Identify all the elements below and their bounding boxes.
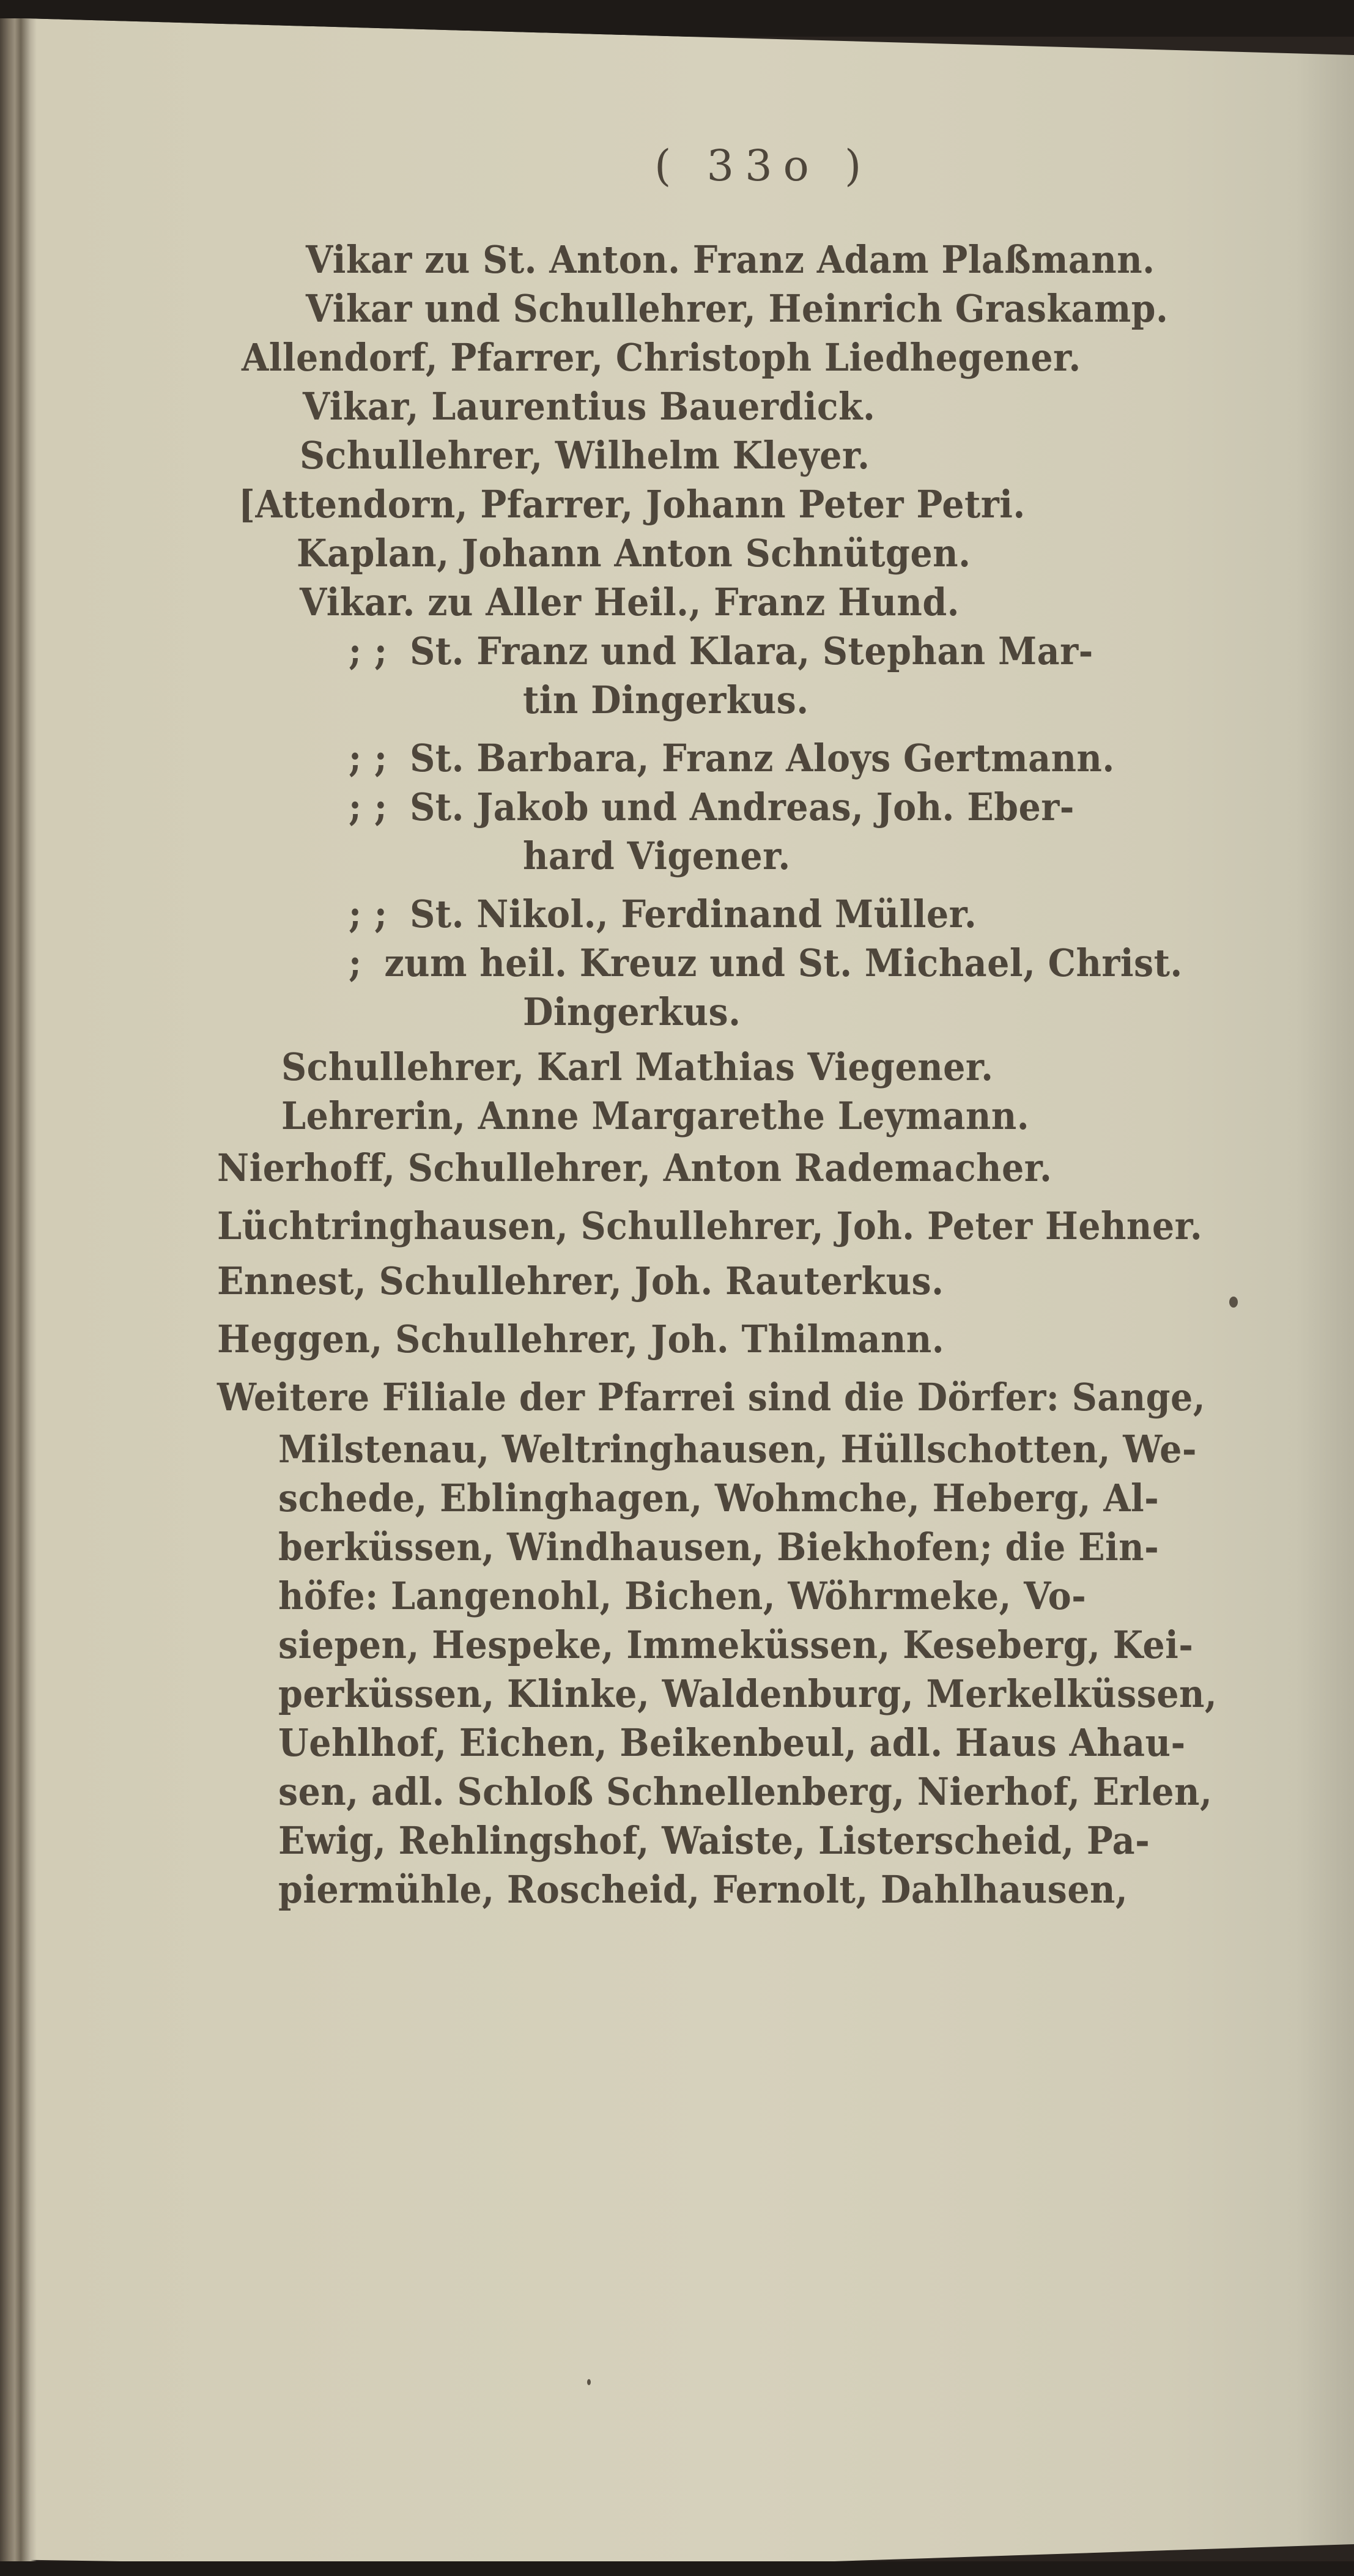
line-text: Vikar. zu Aller Heil., Franz Hund. <box>300 580 960 624</box>
text-line <box>278 1816 1150 1865</box>
text-line <box>217 1315 944 1364</box>
line-text: Allendorf, Pfarrer, Christoph Liedhegener. <box>242 335 1081 380</box>
line-text: Lüchtringhausen, Schullehrer, Joh. Peter Hehner. <box>217 1204 1203 1248</box>
line-text: Milstenau, Weltringhausen, Hüllschotten, We- <box>278 1427 1197 1471</box>
line-text: Heggen, Schullehrer, Joh. Thilmann. <box>217 1317 945 1361</box>
line-text: [Attendorn, Pfarrer, Johann Peter Petri. <box>239 482 1026 527</box>
text-line <box>217 1202 1202 1251</box>
text-line <box>278 1865 1128 1914</box>
line-text: piermühle, Roscheid, Fernolt, Dahlhausen, <box>278 1867 1128 1912</box>
line-text: schede, Eblinghagen, Wohmche, Heberg, Al- <box>278 1476 1160 1520</box>
ink-speck <box>587 2379 591 2385</box>
text-line <box>217 1144 1052 1193</box>
text-line <box>297 529 971 578</box>
text-line <box>306 284 1168 333</box>
line-text: höfe: Langenohl, Bichen, Wöhrmeke, Vo- <box>278 1574 1087 1618</box>
bottom-shadow <box>0 2561 1354 2576</box>
text-line <box>242 333 1081 382</box>
text-line <box>278 1767 1212 1816</box>
ditto-marks: ; ; <box>349 736 388 780</box>
line-text: perküssen, Klinke, Waldenburg, Merkelküssen, <box>278 1671 1218 1716</box>
line-text: Dingerkus. <box>523 990 741 1034</box>
text-line <box>349 627 1093 676</box>
text-line <box>239 480 1026 529</box>
ditto-marks: ; <box>349 941 362 985</box>
text-line <box>278 1425 1197 1474</box>
line-text: Vikar zu St. Anton. Franz Adam Plaßmann. <box>306 237 1155 282</box>
line-text: Vikar, Laurentius Bauerdick. <box>303 384 876 429</box>
line-text: berküssen, Windhausen, Biekhofen; die Ein- <box>278 1525 1160 1569</box>
text-line <box>523 676 809 725</box>
text-line <box>278 1474 1159 1523</box>
book-binding-edge <box>0 0 37 2576</box>
line-text: Lehrerin, Anne Margarethe Leymann. <box>281 1094 1030 1138</box>
line-text: Ennest, Schullehrer, Joh. Rauterkus. <box>217 1259 944 1303</box>
page-number: ( 33o ) <box>654 141 873 191</box>
text-line <box>300 578 960 627</box>
line-text: St. Nikol., Ferdinand Müller. <box>410 892 977 936</box>
line-text: St. Franz und Klara, Stephan Mar- <box>410 629 1093 673</box>
text-line <box>217 1257 944 1306</box>
text-line <box>281 1092 1029 1141</box>
text-line <box>278 1621 1193 1670</box>
line-text: Weitere Filiale der Pfarrei sind die Dörfer: Sange, <box>217 1375 1206 1419</box>
text-line <box>278 1523 1159 1572</box>
text-line <box>523 988 741 1037</box>
ink-speck <box>1229 1297 1238 1308</box>
text-line <box>217 1373 1205 1422</box>
line-text: Ewig, Rehlingshof, Waiste, Listerscheid, Pa- <box>278 1818 1150 1863</box>
line-text: St. Jakob und Andreas, Joh. Eber- <box>410 785 1075 829</box>
ditto-marks: ; ; <box>349 892 388 936</box>
ditto-marks: ; ; <box>349 785 388 829</box>
text-line <box>349 939 1183 988</box>
text-line <box>278 1572 1086 1621</box>
line-text: Nierhoff, Schullehrer, Anton Rademacher. <box>217 1146 1052 1190</box>
line-text: Vikar und Schullehrer, Heinrich Graskamp. <box>306 286 1169 331</box>
text-line <box>278 1670 1217 1719</box>
line-text: Schullehrer, Wilhelm Kleyer. <box>300 433 870 478</box>
line-text: siepen, Hespeke, Immeküssen, Keseberg, Kei- <box>278 1623 1194 1667</box>
line-text: Uehlhof, Eichen, Beikenbeul, adl. Haus Ahau- <box>278 1720 1186 1765</box>
line-text: Schullehrer, Karl Mathias Viegener. <box>281 1045 994 1089</box>
line-text: tin Dingerkus. <box>523 678 809 722</box>
text-line <box>523 832 791 881</box>
ditto-marks: ; ; <box>349 629 388 673</box>
text-line <box>349 890 977 939</box>
line-text: zum heil. Kreuz und St. Michael, Christ. <box>384 941 1183 985</box>
line-text: sen, adl. Schloß Schnellenberg, Nierhof, Erlen, <box>278 1769 1213 1814</box>
line-text: hard Vigener. <box>523 834 791 878</box>
text-line <box>349 734 1115 783</box>
text-line <box>281 1043 993 1092</box>
line-text: Kaplan, Johann Anton Schnütgen. <box>297 531 971 576</box>
text-line <box>300 431 870 480</box>
text-line <box>278 1719 1186 1767</box>
text-line <box>306 235 1155 284</box>
text-line <box>303 382 875 431</box>
text-line <box>349 783 1075 832</box>
line-text: St. Barbara, Franz Aloys Gertmann. <box>410 736 1115 780</box>
